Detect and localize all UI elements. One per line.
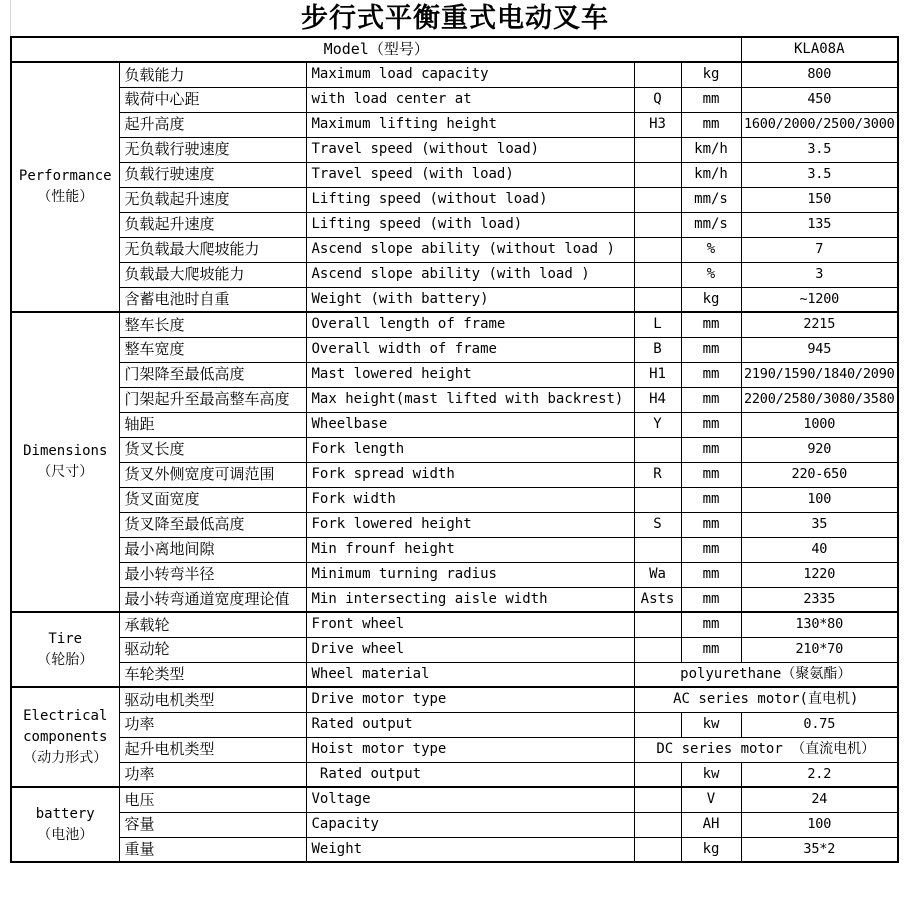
spec-name-en: Wheel material: [306, 662, 634, 687]
spec-merged-value: polyurethane（聚氨酯）: [634, 662, 898, 687]
spec-symbol: Asts: [634, 587, 681, 612]
spec-value: 150: [741, 187, 898, 212]
spec-row: [11, 237, 898, 262]
spec-name-cn: 载荷中心距: [119, 87, 306, 112]
spec-name-cn: 整车长度: [119, 312, 306, 337]
page-title: 步行式平衡重式电动叉车: [301, 2, 609, 34]
spec-row: [11, 612, 898, 637]
spec-value: 920: [741, 437, 898, 462]
spec-row: [11, 562, 898, 587]
spec-unit: %: [681, 237, 741, 262]
spec-symbol: L: [634, 312, 681, 337]
spec-name-en: Mast lowered height: [306, 362, 634, 387]
spec-row: [11, 412, 898, 437]
spec-name-en: Min frounf height: [306, 537, 634, 562]
spec-symbol: [634, 487, 681, 512]
spec-value: 0.75: [741, 712, 898, 737]
section-label: Dimensions （尺寸）: [11, 312, 119, 612]
spec-symbol: [634, 137, 681, 162]
spec-unit: mm: [681, 312, 741, 337]
spec-unit: kw: [681, 712, 741, 737]
spec-name-en: Overall width of frame: [306, 337, 634, 362]
spec-value: 800: [741, 62, 898, 87]
spec-symbol: [634, 262, 681, 287]
spec-value: 1220: [741, 562, 898, 587]
spec-symbol: R: [634, 462, 681, 487]
spec-unit: kw: [681, 762, 741, 787]
spec-name-en: Rated output: [306, 762, 634, 787]
spec-name-cn: 电压: [119, 787, 306, 812]
spec-row: [11, 687, 898, 712]
spec-unit: mm/s: [681, 212, 741, 237]
spec-table: [10, 36, 899, 863]
spec-name-cn: 最小转弯通道宽度理论值: [119, 587, 306, 612]
spec-name-cn: 负载最大爬坡能力: [119, 262, 306, 287]
spec-name-en: Min intersecting aisle width: [306, 587, 634, 612]
spec-name-en: Weight (with battery): [306, 287, 634, 312]
title-bar: [0, 0, 910, 36]
spec-value: 1000: [741, 412, 898, 437]
spec-unit: mm: [681, 337, 741, 362]
spec-unit: mm: [681, 487, 741, 512]
spec-row: [11, 487, 898, 512]
model-row: [11, 37, 898, 62]
spec-value: 220-650: [741, 462, 898, 487]
spec-symbol: Y: [634, 412, 681, 437]
spec-value: 24: [741, 787, 898, 812]
spec-symbol: [634, 537, 681, 562]
spec-value: 2200/2580/3080/3580: [741, 387, 898, 412]
spec-value: ~1200: [741, 287, 898, 312]
spec-name-cn: 负载起升速度: [119, 212, 306, 237]
spec-unit: kg: [681, 837, 741, 862]
spec-row: [11, 337, 898, 362]
spec-symbol: [634, 787, 681, 812]
spec-name-en: Lifting speed (without load): [306, 187, 634, 212]
spec-unit: mm: [681, 512, 741, 537]
spec-row: [11, 262, 898, 287]
spec-row: [11, 462, 898, 487]
spec-name-cn: 功率: [119, 712, 306, 737]
spec-name-en: Fork length: [306, 437, 634, 462]
spec-unit: mm: [681, 362, 741, 387]
spec-unit: AH: [681, 812, 741, 837]
spec-name-cn: 货叉降至最低高度: [119, 512, 306, 537]
spec-name-en: Fork lowered height: [306, 512, 634, 537]
spec-name-cn: 轴距: [119, 412, 306, 437]
spec-name-en: Capacity: [306, 812, 634, 837]
spec-row: [11, 437, 898, 462]
spec-name-en: Max height(mast lifted with backrest): [306, 387, 634, 412]
spec-name-en: Travel speed (with load): [306, 162, 634, 187]
spec-row: [11, 837, 898, 862]
spec-row: [11, 87, 898, 112]
spec-value: 35: [741, 512, 898, 537]
spec-symbol: [634, 612, 681, 637]
spec-row: [11, 812, 898, 837]
spec-name-cn: 无负载最大爬坡能力: [119, 237, 306, 262]
spec-value: 210*70: [741, 637, 898, 662]
spec-name-cn: 门架降至最低高度: [119, 362, 306, 387]
spec-name-cn: 无负载起升速度: [119, 187, 306, 212]
spec-value: 2335: [741, 587, 898, 612]
spec-name-cn: 驱动轮: [119, 637, 306, 662]
spec-name-en: Lifting speed (with load): [306, 212, 634, 237]
spec-value: 40: [741, 537, 898, 562]
spec-name-en: Fork width: [306, 487, 634, 512]
spec-row: [11, 312, 898, 337]
spec-unit: mm: [681, 612, 741, 637]
spec-symbol: [634, 437, 681, 462]
spec-unit: mm/s: [681, 187, 741, 212]
spec-value: 35*2: [741, 837, 898, 862]
spec-value: 135: [741, 212, 898, 237]
spec-unit: mm: [681, 112, 741, 137]
spec-row: [11, 637, 898, 662]
spec-name-cn: 货叉面宽度: [119, 487, 306, 512]
spec-name-en: Maximum lifting height: [306, 112, 634, 137]
spec-value: 2.2: [741, 762, 898, 787]
spec-row: [11, 162, 898, 187]
spec-row: [11, 712, 898, 737]
spec-row: [11, 62, 898, 87]
spec-name-cn: 重量: [119, 837, 306, 862]
spec-row: [11, 362, 898, 387]
model-label-cell: Model（型号）: [11, 37, 741, 62]
spec-symbol: H3: [634, 112, 681, 137]
spec-name-cn: 容量: [119, 812, 306, 837]
spec-symbol: S: [634, 512, 681, 537]
spec-name-en: Ascend slope ability (with load ): [306, 262, 634, 287]
left-gridline: [10, 0, 11, 36]
spec-name-cn: 无负载行驶速度: [119, 137, 306, 162]
spec-value: 7: [741, 237, 898, 262]
spec-name-cn: 功率: [119, 762, 306, 787]
spec-row: [11, 387, 898, 412]
spec-name-cn: 最小离地间隙: [119, 537, 306, 562]
section-label: Performance （性能）: [11, 62, 119, 312]
spec-name-cn: 含蓄电池时自重: [119, 287, 306, 312]
spec-unit: mm: [681, 537, 741, 562]
spec-row: [11, 662, 898, 687]
spec-unit: km/h: [681, 137, 741, 162]
spec-name-en: Overall length of frame: [306, 312, 634, 337]
spec-name-cn: 货叉外侧宽度可调范围: [119, 462, 306, 487]
spec-symbol: B: [634, 337, 681, 362]
spec-name-cn: 驱动电机类型: [119, 687, 306, 712]
model-value-cell: KLA08A: [741, 37, 898, 62]
spec-unit: mm: [681, 462, 741, 487]
spec-name-en: Weight: [306, 837, 634, 862]
spec-row: [11, 137, 898, 162]
spec-symbol: Q: [634, 87, 681, 112]
spec-value: 945: [741, 337, 898, 362]
section-label: battery （电池）: [11, 787, 119, 862]
spec-row: [11, 762, 898, 787]
spec-name-en: Drive motor type: [306, 687, 634, 712]
spec-symbol: H4: [634, 387, 681, 412]
spec-name-en: Maximum load capacity: [306, 62, 634, 87]
spec-unit: mm: [681, 87, 741, 112]
spec-symbol: [634, 762, 681, 787]
spec-unit: mm: [681, 437, 741, 462]
spec-value: 3: [741, 262, 898, 287]
spec-symbol: [634, 62, 681, 87]
spec-unit: mm: [681, 387, 741, 412]
spec-symbol: [634, 212, 681, 237]
spec-symbol: [634, 637, 681, 662]
spec-symbol: [634, 187, 681, 212]
spec-unit: %: [681, 262, 741, 287]
spec-merged-value: DC series motor （直流电机）: [634, 737, 898, 762]
spec-name-cn: 承载轮: [119, 612, 306, 637]
spec-name-en: Rated output: [306, 712, 634, 737]
spec-symbol: [634, 237, 681, 262]
spec-unit: km/h: [681, 162, 741, 187]
spec-row: [11, 287, 898, 312]
spec-name-en: Fork spread width: [306, 462, 634, 487]
spec-name-cn: 负载能力: [119, 62, 306, 87]
spec-row: [11, 112, 898, 137]
spec-name-cn: 货叉长度: [119, 437, 306, 462]
spec-name-cn: 起升电机类型: [119, 737, 306, 762]
spec-row: [11, 787, 898, 812]
spec-value: 2215: [741, 312, 898, 337]
spec-row: [11, 737, 898, 762]
section-label: Electrical components （动力形式）: [11, 687, 119, 787]
spec-name-en: with load center at: [306, 87, 634, 112]
spec-row: [11, 512, 898, 537]
spec-value: 100: [741, 812, 898, 837]
spec-value: 2190/1590/1840/2090: [741, 362, 898, 387]
spec-name-cn: 起升高度: [119, 112, 306, 137]
spec-unit: mm: [681, 637, 741, 662]
spec-name-en: Wheelbase: [306, 412, 634, 437]
section-label: Tire （轮胎）: [11, 612, 119, 687]
spec-value: 100: [741, 487, 898, 512]
spec-symbol: [634, 162, 681, 187]
spec-symbol: [634, 812, 681, 837]
spec-row: [11, 587, 898, 612]
spec-unit: kg: [681, 287, 741, 312]
spec-unit: V: [681, 787, 741, 812]
spec-symbol: [634, 287, 681, 312]
spec-name-cn: 门架起升至最高整车高度: [119, 387, 306, 412]
spec-name-en: Drive wheel: [306, 637, 634, 662]
spec-unit: kg: [681, 62, 741, 87]
spec-unit: mm: [681, 412, 741, 437]
spec-row: [11, 187, 898, 212]
spec-name-en: Front wheel: [306, 612, 634, 637]
spec-name-cn: 负载行驶速度: [119, 162, 306, 187]
spec-name-en: Voltage: [306, 787, 634, 812]
spec-row: [11, 537, 898, 562]
spec-unit: mm: [681, 587, 741, 612]
spec-merged-value: AC series motor(直电机): [634, 687, 898, 712]
spec-value: 450: [741, 87, 898, 112]
spec-symbol: H1: [634, 362, 681, 387]
spec-name-cn: 最小转弯半径: [119, 562, 306, 587]
spec-value: 3.5: [741, 137, 898, 162]
spec-name-en: Minimum turning radius: [306, 562, 634, 587]
spec-name-en: Travel speed (without load): [306, 137, 634, 162]
spec-unit: mm: [681, 562, 741, 587]
spec-value: 130*80: [741, 612, 898, 637]
spec-symbol: Wa: [634, 562, 681, 587]
spec-name-cn: 整车宽度: [119, 337, 306, 362]
spec-value: 3.5: [741, 162, 898, 187]
spec-row: [11, 212, 898, 237]
spec-name-en: Ascend slope ability (without load ): [306, 237, 634, 262]
spec-name-cn: 车轮类型: [119, 662, 306, 687]
spec-value: 1600/2000/2500/3000: [741, 112, 898, 137]
spec-symbol: [634, 837, 681, 862]
spec-symbol: [634, 712, 681, 737]
spec-name-en: Hoist motor type: [306, 737, 634, 762]
